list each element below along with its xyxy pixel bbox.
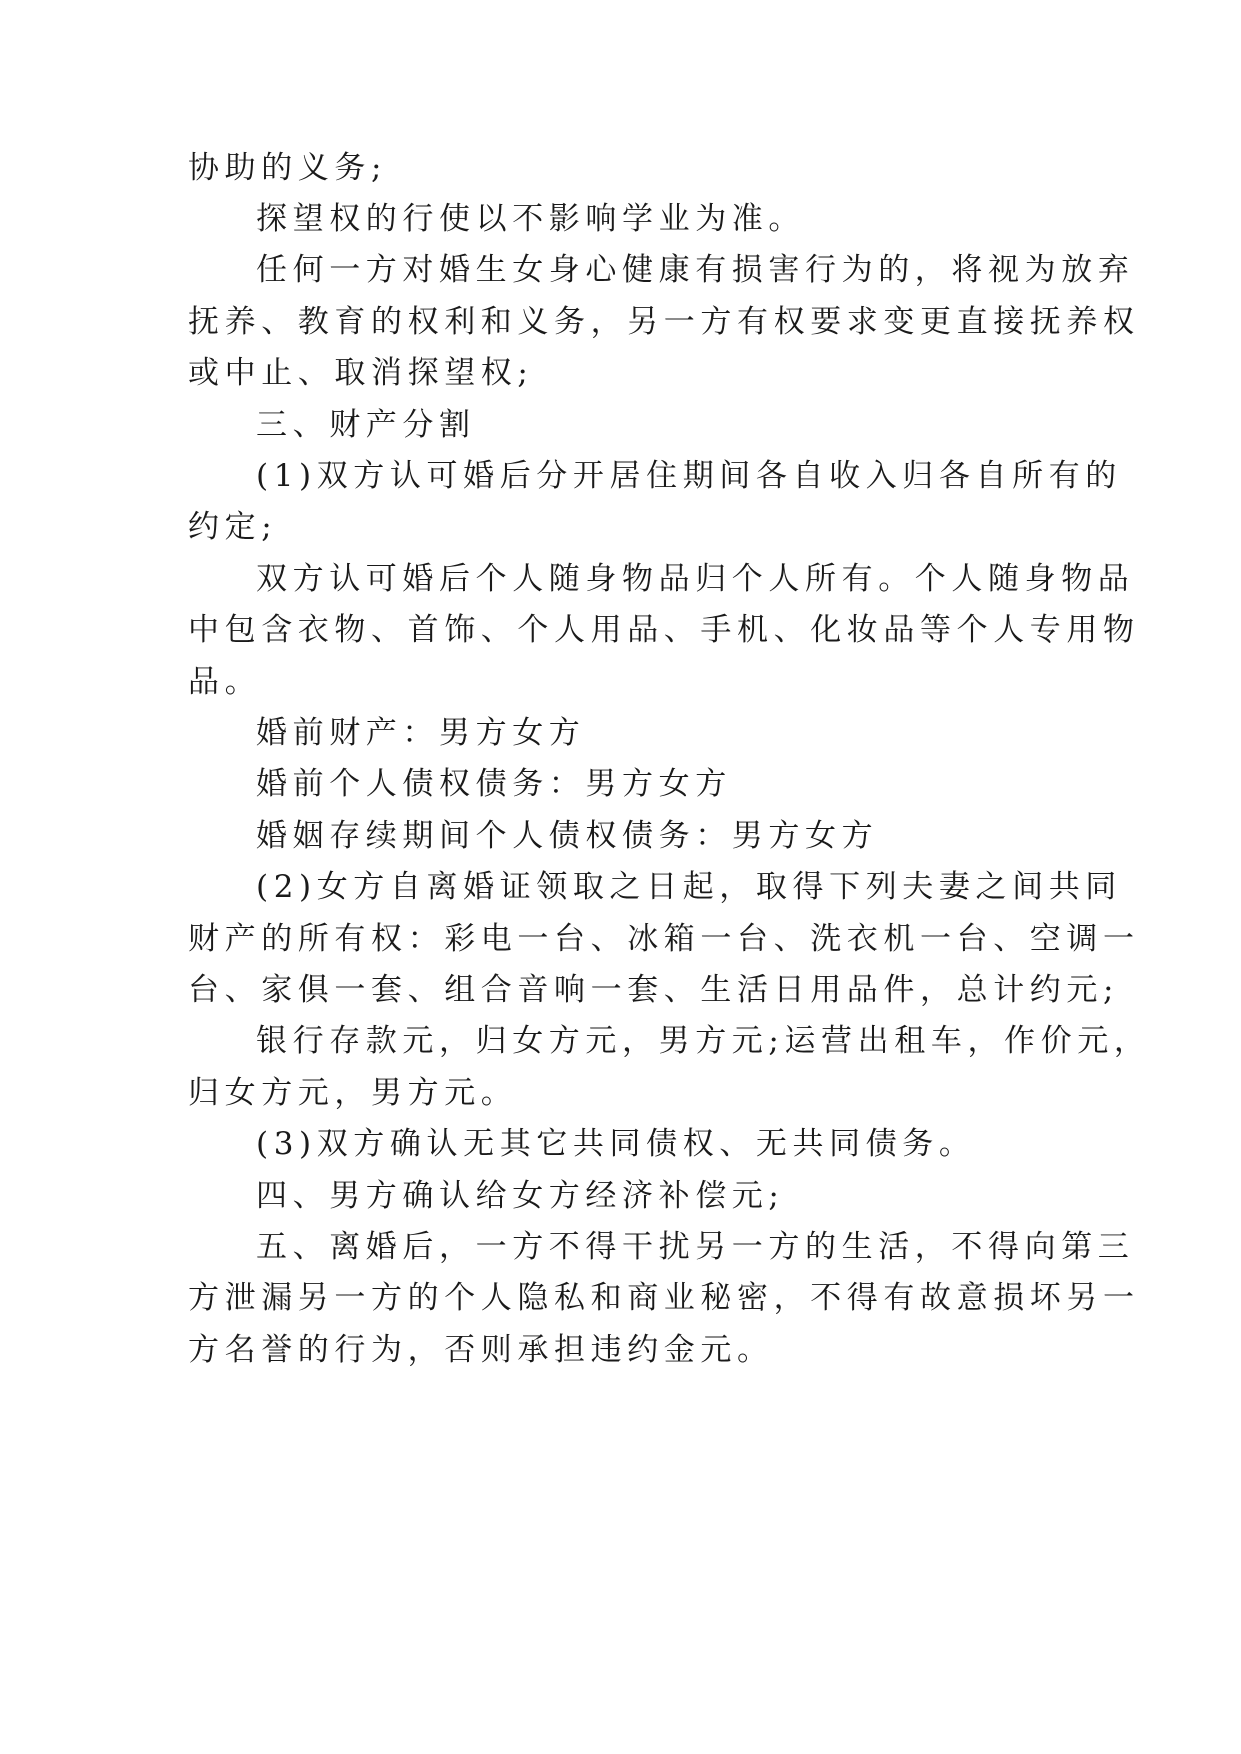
text-line-3: 任何一方对婚生女身心健康有损害行为的，将视为放弃 [256, 252, 1135, 288]
section-heading-after-divorce: 五、离婚后，一方不得干扰另一方的生活，不得向第三 [256, 1229, 1135, 1265]
text-line-13: 婚前个人债权债务：男方女方 [256, 766, 732, 802]
text-line-5: 或中止、取消探望权; [188, 355, 534, 391]
text-line-11: 品。 [188, 664, 262, 700]
text-line-12: 婚前财产：男方女方 [256, 715, 586, 751]
text-line-1: 协助的义务; [188, 150, 388, 186]
text-line-8: 约定; [188, 509, 278, 545]
text-line-15: (2)女方自离婚证领取之日起，取得下列夫妻之间共同 [256, 869, 1122, 905]
text-line-2: 探望权的行使以不影响学业为准。 [256, 201, 805, 237]
text-line-17: 台、家俱一套、组合音响一套、生活日用品件，总计约元; [188, 972, 1120, 1008]
text-line-23: 方泄漏另一方的个人隐私和商业秘密，不得有故意损坏另一 [188, 1280, 1140, 1316]
text-line-14: 婚姻存续期间个人债权债务：男方女方 [256, 818, 879, 854]
text-line-20: (3)双方确认无其它共同债权、无共同债务。 [256, 1126, 976, 1162]
text-line-19: 归女方元，男方元。 [188, 1075, 518, 1111]
text-line-4: 抚养、教育的权利和义务，另一方有权要求变更直接抚养权 [188, 304, 1140, 340]
text-line-7: (1)双方认可婚后分开居住期间各自收入归各自所有的 [256, 458, 1122, 494]
section-heading-property: 三、财产分割 [256, 407, 476, 443]
text-line-9: 双方认可婚后个人随身物品归个人所有。个人随身物品 [256, 561, 1135, 597]
text-line-16: 财产的所有权：彩电一台、冰箱一台、洗衣机一台、空调一 [188, 921, 1140, 957]
section-heading-compensation: 四、男方确认给女方经济补偿元; [256, 1178, 785, 1214]
text-line-18: 银行存款元，归女方元，男方元;运营出租车，作价元， [256, 1023, 1151, 1059]
text-line-24: 方名誉的行为，否则承担违约金元。 [188, 1332, 774, 1368]
text-line-10: 中包含衣物、首饰、个人用品、手机、化妆品等个人专用物 [188, 612, 1140, 648]
